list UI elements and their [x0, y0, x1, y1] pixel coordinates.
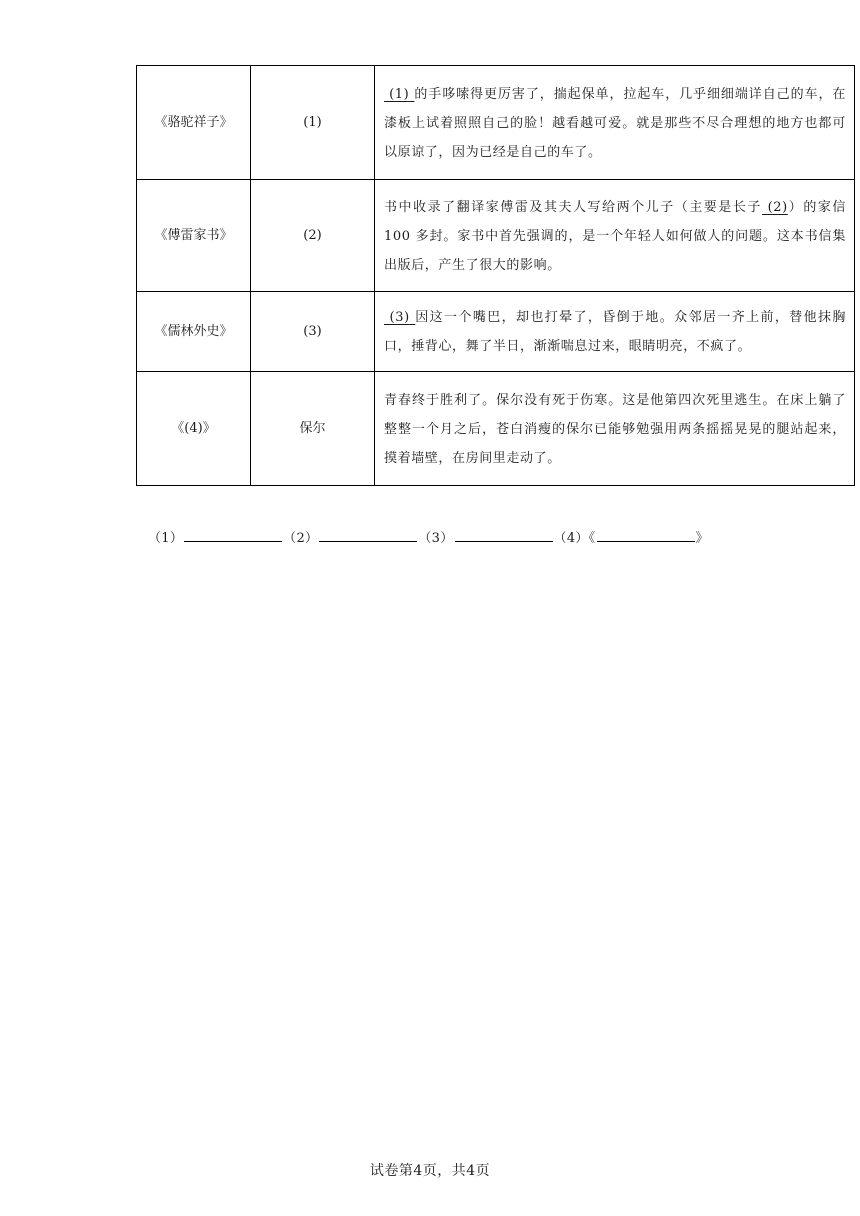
blank-marker: (2) — [767, 199, 788, 215]
book-title-cell: 《儒林外史》 — [137, 292, 251, 372]
excerpt-cell — [375, 66, 855, 180]
answer-blank-4[interactable] — [597, 528, 695, 542]
table-row — [137, 372, 855, 486]
answer-label-4: （4）《 — [553, 531, 596, 546]
answer-label-3: （3） — [418, 531, 454, 546]
answer-blank-1[interactable] — [184, 528, 282, 542]
answer-label-2: （2） — [283, 531, 319, 546]
page-footer: 试卷第4页，共4页 — [369, 1163, 491, 1179]
table-row — [137, 66, 855, 180]
literature-table — [136, 65, 855, 486]
answer-line — [148, 528, 709, 548]
book-title-cell: 《(4)》 — [137, 372, 251, 486]
character-cell: 保尔 — [251, 372, 375, 486]
excerpt-cell — [375, 292, 855, 372]
answer-blank-2[interactable] — [319, 528, 417, 542]
excerpt-text: 的手哆嗦得更厉害了，揣起保单，拉起车，几乎细细端详自己的车，在漆板上试着照照自己的脸！越看越可爱。就是那些不尽合理想的地方也都可以原谅了，因为已经是自己的车了。 — [384, 86, 847, 160]
table-row — [137, 180, 855, 292]
excerpt-text: 书中收录了翻译家傅雷及其夫人写给两个儿子（主要是长子 — [384, 199, 762, 215]
excerpt-cell — [375, 180, 855, 292]
book-title-cell: 《傅雷家书》 — [137, 180, 251, 292]
answer-blank-3[interactable] — [455, 528, 553, 542]
blank-marker: (1) — [389, 86, 410, 102]
excerpt-cell: 青春终于胜利了。保尔没有死于伤寒。这是他第四次死里逃生。在床上躺了整整一个月之后，苍白消瘦的保尔已能够勉强用两条摇摇晃晃的腿站起来，摸着墙壁，在房间里走动了。 — [375, 372, 855, 486]
table-row — [137, 292, 855, 372]
answer-label-1: （1） — [148, 531, 184, 546]
excerpt-text: ）的家信 100 多封。家书中首先强调的，是一个年轻人如何做人的问题。这本书信集出版后，产生了很大的影响。 — [384, 199, 846, 273]
character-cell: (1) — [251, 66, 375, 180]
character-cell: (3) — [251, 292, 375, 372]
character-cell: (2) — [251, 180, 375, 292]
answer-close-4: 》 — [695, 531, 709, 546]
excerpt-text: 因这一个嘴巴，却也打晕了，昏倒于地。众邻居一齐上前，替他抹胸口，捶背心，舞了半日，渐渐喘息过来，眼睛明亮，不疯了。 — [384, 310, 847, 354]
blank-marker: (3) — [389, 310, 410, 325]
book-title-cell: 《骆驼祥子》 — [137, 66, 251, 180]
